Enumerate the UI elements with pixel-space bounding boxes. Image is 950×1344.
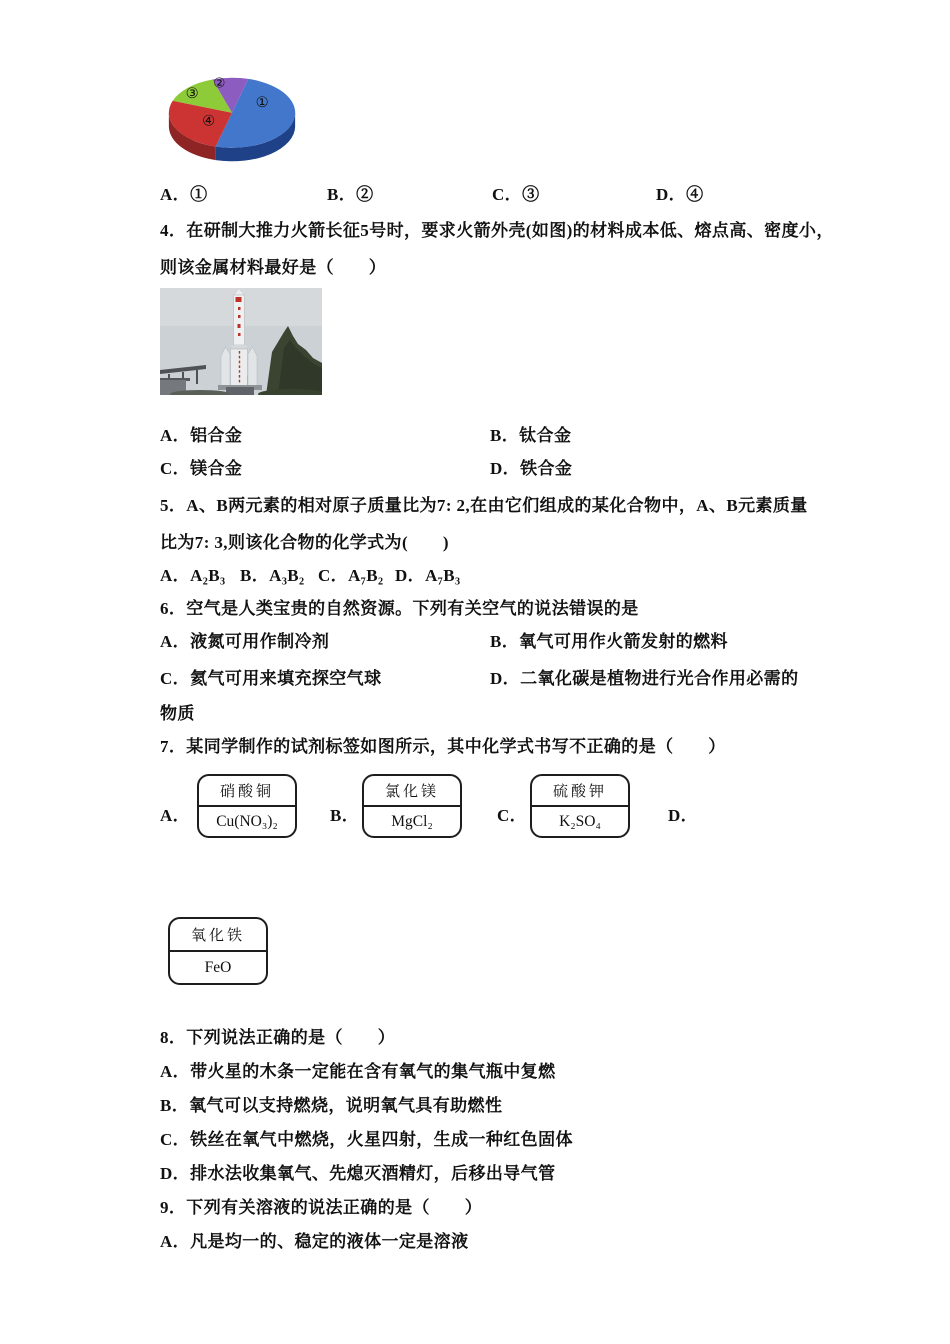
pie-chart [164,70,300,171]
pie-label-4: ④ [202,112,216,130]
rocket-marking [238,315,241,318]
q4-stem-line1: 4．在研制大推力火箭长征5号时，要求火箭外壳(如图)的材料成本低、熔点高、密度小， [160,221,834,240]
q7-option-letter-d: D． [668,806,699,825]
reagent-formula: MgCl₂ [391,812,433,830]
reagent-name: 硫酸钾 [532,776,628,807]
reagent-name: 硝酸铜 [199,776,295,807]
rocket-photo [160,288,322,395]
q9-option-a: A．凡是均一的、稳定的液体一定是溶液 [160,1232,469,1251]
q6-option-d: D．二氧化碳是植物进行光合作用必需的 [490,669,799,688]
rocket-marking [238,324,241,328]
rocket-upper-stage [234,295,245,345]
q9-stem: 9．下列有关溶液的说法正确的是（ ） [160,1198,483,1217]
q7-option-letter-b: B． [330,806,360,825]
rocket-booster-right [248,347,257,386]
truss-post [196,370,198,384]
q6-option-c: C．氦气可用来填充探空气球 [160,669,382,688]
q3-option-a: A．① [160,185,208,204]
q7-stem: 7．某同学制作的试剂标签如图所示，其中化学式书写不正确的是（ ） [160,737,726,756]
q5-stem-line1: 5．A、B两元素的相对原子质量比为7: 2,在由它们组成的某化合物中，A、B元素质量 [160,496,808,515]
q4-stem-line2: 则该金属材料最好是（ ） [160,258,387,277]
q3-option-b: B．② [327,185,374,204]
rocket-marking [238,333,241,336]
q4-option-a: A．铝合金 [160,426,243,445]
reagent-label-potassium-sulfate [530,774,630,838]
reagent-label-magnesium-chloride [362,774,462,838]
pie-label-3: ③ [185,85,199,103]
reagent-label-copper-nitrate [197,774,297,838]
q6-stem: 6．空气是人类宝贵的自然资源。下列有关空气的说法错误的是 [160,599,639,618]
q8-option-c: C．铁丝在氧气中燃烧，火星四射，生成一种红色固体 [160,1130,573,1149]
q8-option-b: B．氧气可以支持燃烧，说明氧气具有助燃性 [160,1096,503,1115]
reagent-formula: FeO [204,958,232,976]
reagent-name: 氧化铁 [170,919,266,952]
q6-option-a: A．液氮可用作制冷剂 [160,632,330,651]
q6-option-b: B．氧气可用作火箭发射的燃料 [490,632,728,651]
rocket-flag-marking [236,297,242,302]
reagent-formula: K₂SO₄ [559,812,601,830]
q4-option-c: C．镁合金 [160,459,243,478]
pie-label-2: ② [213,75,226,92]
reagent-label-iron-oxide [168,917,268,985]
q3-option-d: D．④ [656,185,704,204]
q5-option-a: A．A₂B₃ [160,566,226,585]
q6-option-d-continuation: 物质 [160,704,195,723]
q7-option-letter-a: A． [160,806,191,825]
q3-option-c: C．③ [492,185,540,204]
q8-stem: 8．下列说法正确的是（ ） [160,1028,396,1047]
rocket-interstage [232,345,247,349]
pie-label-1: ① [255,93,269,111]
q4-option-b: B．钛合金 [490,426,572,445]
q4-option-d: D．铁合金 [490,459,573,478]
reagent-formula: Cu(NO₃)₂ [216,812,278,830]
q8-option-a: A．带火星的木条一定能在含有氧气的集气瓶中复燃 [160,1062,556,1081]
rocket-booster-left [221,347,230,386]
q5-option-d: D．A₇B₃ [395,566,461,585]
q7-option-letter-c: C． [497,806,528,825]
q5-option-b: B．A₃B₂ [240,566,305,585]
reagent-name: 氯化镁 [364,776,460,807]
q5-option-c: C．A₇B₂ [318,566,384,585]
launch-base [226,387,254,395]
q8-option-d: D．排水法收集氧气、先熄灭酒精灯，后移出导气管 [160,1164,556,1183]
q5-stem-line2: 比为7: 3,则该化合物的化学式为( ) [160,533,449,552]
rocket-marking [238,307,241,310]
